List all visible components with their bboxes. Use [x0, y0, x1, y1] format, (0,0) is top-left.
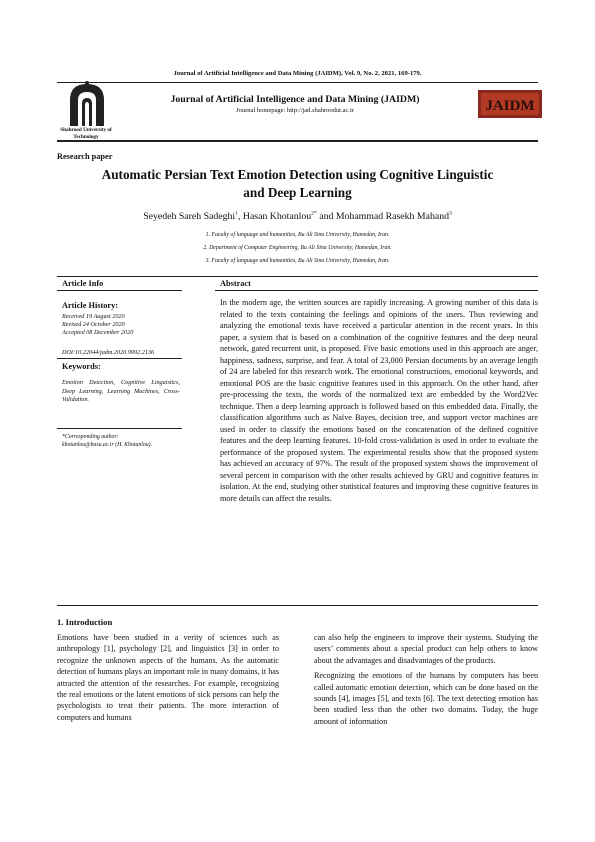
running-head: Journal of Artificial Intelligence and Data Mining (JAIDM), Vol. 9, No. 2, 2021, 169-179.: [173, 70, 422, 77]
abstract-text: In the modern age, the written sources are rapidly increasing. A growing number of this data is related to the texts containing the feelings and opinions of the users. Thus reviewing and analyzing the emotional texts have received a particular attention in the recent years. In this paper, a system that is based on a combination of the cognitive features and the deep neural network, gated recurrent unit, is proposed. Five basic emotions used in this approach are anger, happiness, sadness, surprise, and fear. A total of 23,000 Persian documents by an average length of 24 are labeled for this research work. The emotional constructions, emotional keywords, and emotional POS are the basic cognitive features used in this approach. On the other hand, after pre-processing the texts, the words of the normalized text are embedded by the Word2Vec technique. Then a deep learning approach is followed based on this embedded data. Finally, the classification algorithms such as Naïve Bayes, decision tree, and support vector machines are used in order to classify the emotions based on the concatenation of the defined cognitive features and the deep learning features. 10-fold cross-validation is used in order to evaluate the performance of the proposed system. The experimental results show that the proposed system has achieved an accuracy of 97%. The result of the proposed system shows the improvement of several percent in comparison with the other results achieved by GRU and cognitive features in isolation. At the end, studying other statistical features and improving these cognitive features in more details can affect the results.: [220, 298, 538, 503]
journal-homepage[interactable]: Journal homepage: http://jad.shahroodut.ac.ir: [236, 107, 354, 114]
header-rule-bottom: [57, 140, 538, 142]
corresponding-author: [62, 434, 182, 450]
article-info-heading: Article Info: [62, 279, 104, 288]
affiliation-2: 2. Department of Computer Engineering, Bu Ali Sina University, Hamedan, Iran.: [203, 245, 392, 251]
history-heading: Article History:: [62, 301, 118, 310]
keywords-text: Emotion Detection, Cognitive Linguistics, Deep Learning, Learning Machines, Cross-Validation.: [62, 379, 180, 404]
university-line2: Technology: [73, 133, 99, 140]
journal-name: Journal of Artificial Intelligence and Data Mining (JAIDM): [170, 94, 420, 105]
abstract-rule-bottom: [57, 605, 538, 606]
info-rule-mid-right: [215, 290, 538, 291]
doi-rule: [57, 358, 182, 359]
author-sup: 1: [235, 210, 238, 217]
author-sep: and: [316, 211, 336, 222]
accepted-date: Accepted 08 December 2020: [62, 329, 134, 337]
jaidm-logo-text: JAIDM: [485, 98, 535, 114]
intro-paragraph: Emotions have been studied in a verity of sciences such as anthropology [1], psychology [2], and linguistics [3] in order to recognize the unknown aspects of the humans. As the automatic detection of humans plays an important role in many domains, it has attracted the attention of the researches. For example, recognizing the real emotions or the latent emotions of sick persons can help the psychologists to treat their patients. The more interaction of computers and humans: [57, 633, 279, 722]
intro-paragraph: Recognizing the emotions of the humans by computers has been called automatic emotion detection, which can be done based on the sounds [4], images [5], and texts [6]. The text detecting emotion has been studied less than the other two domains. Today, the huge amount of information: [314, 671, 538, 726]
doi[interactable]: DOI:10.22044/jadm.2020.9992.2136: [62, 349, 155, 356]
author-name: Seyedeh Sareh Sadeghi: [143, 211, 236, 222]
info-rule-mid-left: [57, 290, 182, 291]
keywords-heading: Keywords:: [62, 362, 101, 371]
author-sup: 2*: [311, 210, 317, 217]
introduction-left-column: [57, 632, 279, 727]
abstract-heading: Abstract: [220, 279, 251, 288]
jaidm-logo: [478, 90, 542, 118]
affiliation-3: 3. Faculty of language and humanities, Bu Ali Sina University, Hamedan, Iran.: [205, 258, 390, 264]
author-name: Hasan Khotanlou: [242, 211, 312, 222]
corresponding-email[interactable]: khotanlou@basu.ac.ir (H. Khotanlou).: [62, 441, 153, 448]
paper-type: Research paper: [57, 152, 113, 161]
author-sup: 3: [449, 210, 452, 217]
affiliation-1: 1. Faculty of language and humanities, Bu Ali Sina University, Hamedan, Iran.: [205, 232, 390, 238]
university-line1: Shahrood University of: [60, 127, 112, 133]
title-line2: and Deep Learning: [243, 185, 352, 200]
corresponding-label: *Corresponding author:: [62, 434, 119, 440]
intro-paragraph: can also help the engineers to improve their systems. Studying the users’ comments about a special product can help others to know about the advantages and disadvantages of the products.: [314, 633, 538, 665]
received-date: Received 19 August 2020: [62, 313, 125, 320]
info-rule-top: [57, 276, 538, 277]
keywords-rule: [57, 428, 182, 429]
author-list: [40, 211, 555, 222]
header-rule-top: [57, 82, 538, 83]
title-line1: Automatic Persian Text Emotion Detection using Cognitive Linguistic: [101, 167, 494, 182]
introduction-right-column: [314, 632, 538, 731]
author-sep: ,: [237, 211, 243, 222]
university-name: [50, 127, 122, 140]
article-history: [62, 313, 187, 338]
revised-date: Revised 24 October 2020: [62, 321, 125, 329]
introduction-heading: 1. Introduction: [57, 617, 113, 627]
university-logo: [62, 80, 112, 128]
author-name: Mohammad Rasekh Mahand: [335, 211, 449, 222]
paper-title: [40, 166, 555, 202]
